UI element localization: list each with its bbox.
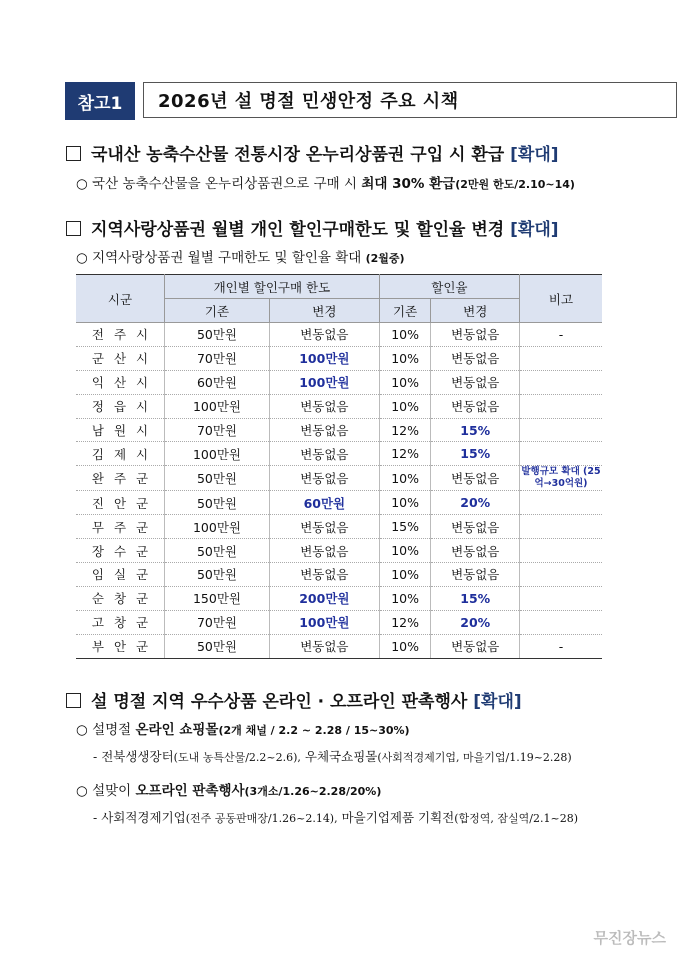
section-2-bullet: ○ 지역사랑상품권 월별 구매한도 및 할인율 확대 (2월중) [76,250,405,266]
page-header [65,82,677,120]
section-2-title [66,215,559,240]
cell-limit-after: 변동없음 [269,466,379,491]
cell-note [520,515,603,539]
section-3-detail-1: - 전북생생장터(도내 농특산물/2.2~2.6), 우체국쇼핑몰(사회적경제기업, 마을기업/1.19~2.28) [93,749,572,764]
cell-limit-after: 변동없음 [269,563,379,587]
cell-limit-before: 70만원 [165,610,270,634]
cell-rate-before: 10% [379,586,431,610]
section-3-bullet-1: ○ 설명절 온라인 쇼핑몰(2개 채널 / 2.2 ~ 2.28 / 15~30%) [76,722,410,738]
cell-limit-after: 변동없음 [269,515,379,539]
watermark: 무진장뉴스 [593,929,666,947]
cell-rate-before: 10% [379,491,431,515]
sub-before: 기존 [379,299,431,323]
table-row [76,466,602,491]
cell-city: 남원시 [76,418,165,442]
cell-note [520,491,603,515]
page-title: 2026년 설 명절 민생안정 주요 시책 [143,82,677,118]
table-row [76,491,602,515]
cell-rate-before: 10% [379,370,431,394]
checkbox-icon [66,146,81,161]
cell-rate-after: 15% [431,586,520,610]
cell-city: 고창군 [76,610,165,634]
cell-city: 무주군 [76,515,165,539]
section-3-title [66,687,522,712]
table-row [76,539,602,563]
cell-limit-before: 150만원 [165,586,270,610]
cell-note: 발행규모 확대 (25억→30억원) [521,466,601,490]
cell-rate-after: 변동없음 [431,394,520,418]
cell-limit-after: 100만원 [269,346,379,370]
cell-note [520,610,603,634]
cell-limit-before: 60만원 [165,370,270,394]
cell-limit-before: 50만원 [165,323,270,347]
cell-rate-before: 10% [379,563,431,587]
checkbox-icon [66,693,81,708]
cell-city: 임실군 [76,563,165,587]
sub-after: 변경 [269,299,379,323]
cell-limit-before: 70만원 [165,418,270,442]
cell-rate-before: 10% [379,394,431,418]
cell-limit-after: 100만원 [269,610,379,634]
table-row [76,323,602,347]
cell-rate-after: 변동없음 [431,370,520,394]
sub-before: 기존 [165,299,270,323]
col-limit: 개인별 할인구매 한도 [165,275,380,299]
cell-note: - [520,323,603,347]
cell-limit-after: 변동없음 [269,418,379,442]
cell-note [520,563,603,587]
cell-rate-before: 12% [379,418,431,442]
table-row [76,634,602,658]
cell-rate-after: 15% [431,418,520,442]
cell-city: 정읍시 [76,394,165,418]
cell-rate-after: 20% [431,491,520,515]
cell-note [520,418,603,442]
cell-rate-before: 12% [379,610,431,634]
table-row [76,586,602,610]
section-2-text: 지역사랑상품권 월별 개인 할인구매한도 및 할인율 변경 [91,220,505,240]
cell-rate-after: 변동없음 [431,539,520,563]
section-3-badge: [확대] [473,692,522,712]
cell-limit-before: 50만원 [165,563,270,587]
table-row [76,370,602,394]
cell-note [520,394,603,418]
cell-rate-after: 변동없음 [431,346,520,370]
table-row [76,515,602,539]
table-row [76,442,602,466]
cell-rate-after: 15% [431,442,520,466]
section-1-text: 국내산 농축수산물 전통시장 온누리상품권 구입 시 환급 [91,145,505,165]
cell-rate-after: 20% [431,610,520,634]
cell-rate-before: 12% [379,442,431,466]
cell-rate-after: 변동없음 [431,515,520,539]
cell-limit-after: 변동없음 [269,394,379,418]
section-2-badge: [확대] [510,220,559,240]
cell-note [520,370,603,394]
col-rate: 할인율 [379,275,519,299]
section-1-badge: [확대] [510,145,559,165]
cell-city: 김제시 [76,442,165,466]
cell-limit-after: 100만원 [269,370,379,394]
discount-table [76,274,602,659]
cell-city: 군산시 [76,346,165,370]
cell-note [520,586,603,610]
cell-limit-after: 변동없음 [269,539,379,563]
cell-city: 장수군 [76,539,165,563]
cell-city: 순창군 [76,586,165,610]
cell-limit-before: 50만원 [165,634,270,658]
cell-limit-after: 200만원 [269,586,379,610]
cell-limit-after: 변동없음 [269,323,379,347]
cell-limit-before: 100만원 [165,515,270,539]
cell-city: 완주군 [76,466,165,491]
section-3-text: 설 명절 지역 우수상품 온라인 · 오프라인 판촉행사 [91,692,468,712]
cell-rate-after: 변동없음 [431,323,520,347]
cell-limit-before: 50만원 [165,466,270,491]
sub-after: 변경 [431,299,520,323]
table-row [76,418,602,442]
cell-rate-before: 15% [379,515,431,539]
cell-rate-after: 변동없음 [431,634,520,658]
table-row [76,346,602,370]
checkbox-icon [66,221,81,236]
cell-city: 진안군 [76,491,165,515]
cell-rate-before: 10% [379,346,431,370]
section-3-bullet-2: ○ 설맞이 오프라인 판촉행사(3개소/1.26~2.28/20%) [76,783,382,799]
cell-limit-before: 100만원 [165,394,270,418]
cell-rate-after: 변동없음 [431,466,520,491]
cell-limit-after: 변동없음 [269,442,379,466]
cell-rate-after: 변동없음 [431,563,520,587]
reference-tag: 참고1 [65,82,135,120]
cell-limit-after: 60만원 [269,491,379,515]
table-row [76,563,602,587]
cell-city: 익산시 [76,370,165,394]
section-1-title [66,140,559,165]
cell-note [520,346,603,370]
cell-note [520,442,603,466]
table-row [76,394,602,418]
cell-limit-after: 변동없음 [269,634,379,658]
cell-rate-before: 10% [379,539,431,563]
col-note: 비고 [520,275,603,323]
table-row [76,610,602,634]
section-1-bullet: ○ 국산 농축수산물을 온누리상품권으로 구매 시 최대 30% 환급(2만원 한도/2.10~14) [76,176,575,192]
cell-city: 전주시 [76,323,165,347]
cell-rate-before: 10% [379,466,431,491]
cell-limit-before: 100만원 [165,442,270,466]
cell-rate-before: 10% [379,634,431,658]
cell-note [520,539,603,563]
section-3-detail-2: - 사회적경제기업(전주 공동판매장/1.26~2.14), 마을기업제품 기획전(합정역, 잠실역/2.1~28) [93,810,578,825]
cell-limit-before: 50만원 [165,491,270,515]
cell-limit-before: 50만원 [165,539,270,563]
col-city: 시군 [76,275,165,323]
cell-city: 부안군 [76,634,165,658]
cell-limit-before: 70만원 [165,346,270,370]
cell-rate-before: 10% [379,323,431,347]
cell-note: - [520,634,603,658]
